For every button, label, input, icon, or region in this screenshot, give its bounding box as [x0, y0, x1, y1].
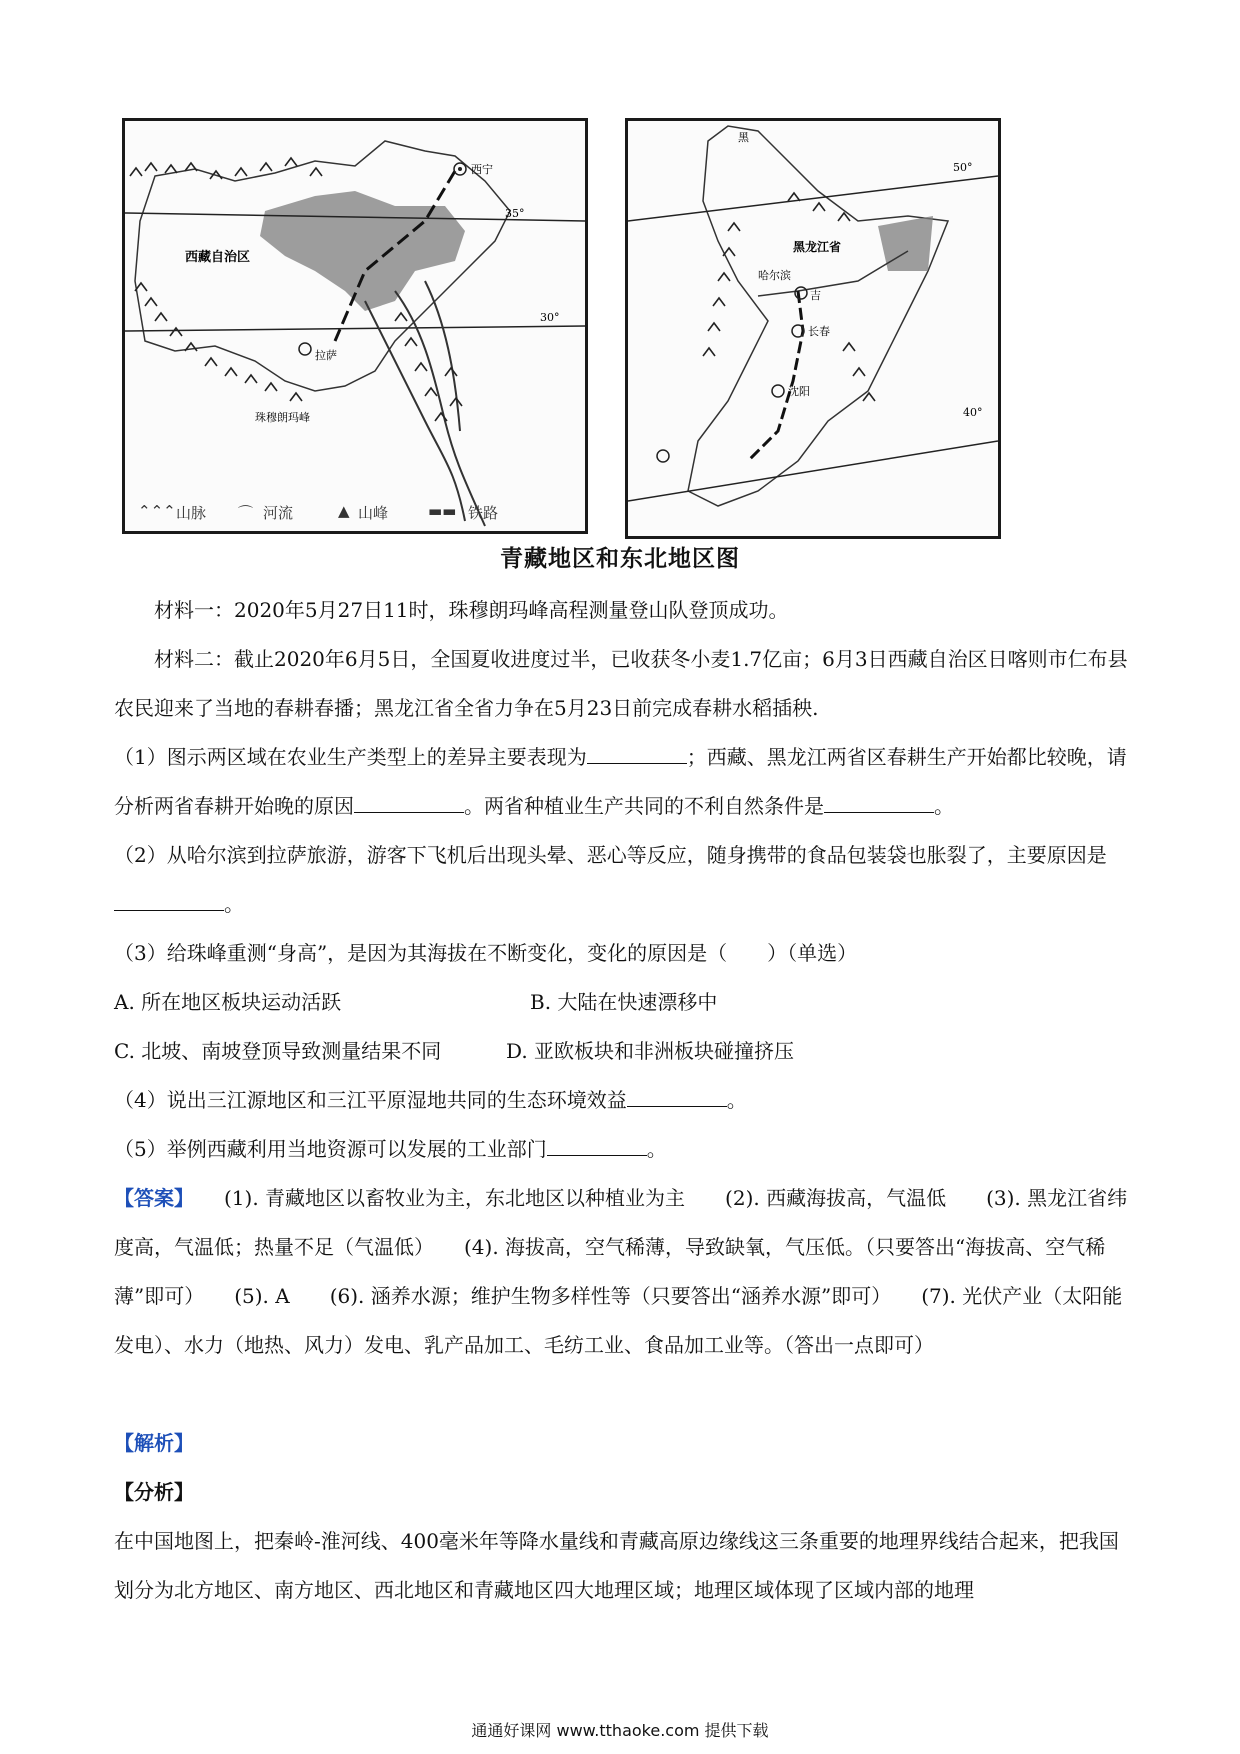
options-ab — [114, 978, 1130, 1027]
q4-part-b: 。 — [726, 1088, 747, 1112]
legend-peak: 山峰 — [358, 504, 389, 522]
label-lhasa: 拉萨 — [315, 349, 337, 362]
material-1: 材料一：2020年5月27日11时，珠穆朗玛峰高程测量登山队登顶成功。 — [154, 598, 789, 622]
northeast-map-drawing — [628, 121, 998, 536]
legend-river: 河流 — [263, 504, 294, 522]
q1-part-b: ；西藏、黑龙江两省区春耕生产开始都比较晚，请分析两省春耕开始晚的原因 — [114, 745, 1127, 818]
option-d: D. 亚欧板块和非洲板块碰撞挤压 — [506, 1039, 795, 1063]
label-hei: 黑 — [738, 131, 749, 144]
label-lat50: 50° — [953, 161, 973, 174]
q1-blank-1[interactable] — [587, 745, 687, 764]
question-1 — [114, 733, 1130, 831]
question-5 — [114, 1125, 1130, 1174]
label-lat40: 40° — [963, 406, 983, 419]
analysis-text: 在中国地图上，把秦岭-淮河线、400毫米年等降水量线和青藏高原边缘线这三条重要的地理界线结合起来，把我国划分为北方地区、南方地区、西北地区和青藏地区四大地理区域；地理区域体现了区域内部的地理 — [114, 1529, 1119, 1602]
option-a: A. 所在地区板块运动活跃 — [114, 990, 342, 1014]
q5-blank[interactable] — [547, 1137, 647, 1156]
qinghai-tibet-map-drawing — [125, 121, 585, 531]
q4-part-a: （4）说出三江源地区和三江平原湿地共同的生态环境效益 — [114, 1088, 627, 1112]
q1-part-a: （1）图示两区域在农业生产类型上的差异主要表现为 — [114, 745, 587, 769]
northeast-map — [625, 118, 1001, 539]
label-harbin: 哈尔滨 — [758, 269, 791, 282]
label-xining: 西宁 — [471, 163, 493, 176]
question-2 — [114, 831, 1130, 929]
label-heilongjiang: 黑龙江省 — [793, 240, 842, 254]
option-c: C. 北坡、南坡登顶导致测量结果不同 — [114, 1039, 442, 1063]
q2-part-a: （2）从哈尔滨到拉萨旅游，游客下飞机后出现头晕、恶心等反应，随身携带的食品包装袋也胀裂了，主要原因是 — [114, 843, 1107, 867]
label-lat35: 35° — [505, 207, 525, 220]
fenxi-tag: 【分析】 — [114, 1480, 194, 1504]
options-cd — [114, 1027, 1130, 1076]
label-lat30: 30° — [540, 311, 560, 324]
question-4 — [114, 1076, 1130, 1125]
q1-blank-3[interactable] — [824, 794, 934, 813]
material-2: 材料二：截止2020年6月5日，全国夏收进度过半，已收获冬小麦1.7亿亩；6月3日西藏自治区日喀则市仁布县农民迎来了当地的春耕春播；黑龙江省全省力争在5月23日前完成春耕水稻插秧. — [114, 647, 1128, 720]
q1-blank-2[interactable] — [354, 794, 464, 813]
label-tibet: 西藏自治区 — [185, 250, 251, 265]
analysis-tag — [114, 1419, 1130, 1468]
q4-blank[interactable] — [627, 1088, 727, 1107]
label-jilin-short: 吉 — [810, 289, 821, 302]
figure-caption: 青藏地区和东北地区图 — [500, 545, 740, 572]
label-everest: 珠穆朗玛峰 — [255, 411, 310, 424]
answer-tag: 【答案】 — [114, 1186, 184, 1210]
label-changchun: 长春 — [808, 325, 830, 338]
q5-part-b: 。 — [646, 1137, 667, 1161]
answer-text: (1). 青藏地区以畜牧业为主，东北地区以种植业为主 (2). 西藏海拔高，气温低 (3). 黑龙江省纬度高，气温低；热量不足（气温低） (4). 海拔高，空气稀薄，导致缺氧，气压低。（只要答出“海拔高、空气稀薄”即可） (5). A (6). 涵养水源；维护生物多样性等（只要答出“涵养水源”即可） (7). 光伏产业（太阳能发电）、水力（地热、风力）发电、乳产品加工、毛纺工业、食品加工业等。（答出一点即可） — [114, 1186, 1128, 1357]
q5-part-a: （5）举例西藏利用当地资源可以发展的工业部门 — [114, 1137, 547, 1161]
qinghai-tibet-map — [122, 118, 588, 534]
question-3: （3）给珠峰重测“身高”，是因为其海拔在不断变化，变化的原因是（ ）（单选） — [114, 941, 858, 965]
page-footer: 通通好课网 www.tthaoke.com 提供下载 — [471, 1721, 769, 1740]
q2-part-b: 。 — [224, 892, 244, 916]
jiexi-tag: 【解析】 — [114, 1431, 194, 1455]
q1-part-d: 。 — [934, 794, 954, 818]
q2-blank[interactable] — [114, 892, 224, 911]
legend-railway: 铁路 — [468, 504, 499, 522]
option-b: B. 大陆在快速漂移中 — [530, 990, 718, 1014]
q1-part-c: 。两省种植业生产共同的不利自然条件是 — [464, 794, 824, 818]
map-legend: ⌃⌃⌃ 山脉 ⌒ 河流 ▲ 山峰 ▬▬ 铁路 — [138, 502, 499, 522]
answer-block — [114, 1174, 1130, 1370]
label-shenyang: 沈阳 — [788, 385, 810, 398]
legend-mountain: 山脉 — [176, 504, 207, 522]
